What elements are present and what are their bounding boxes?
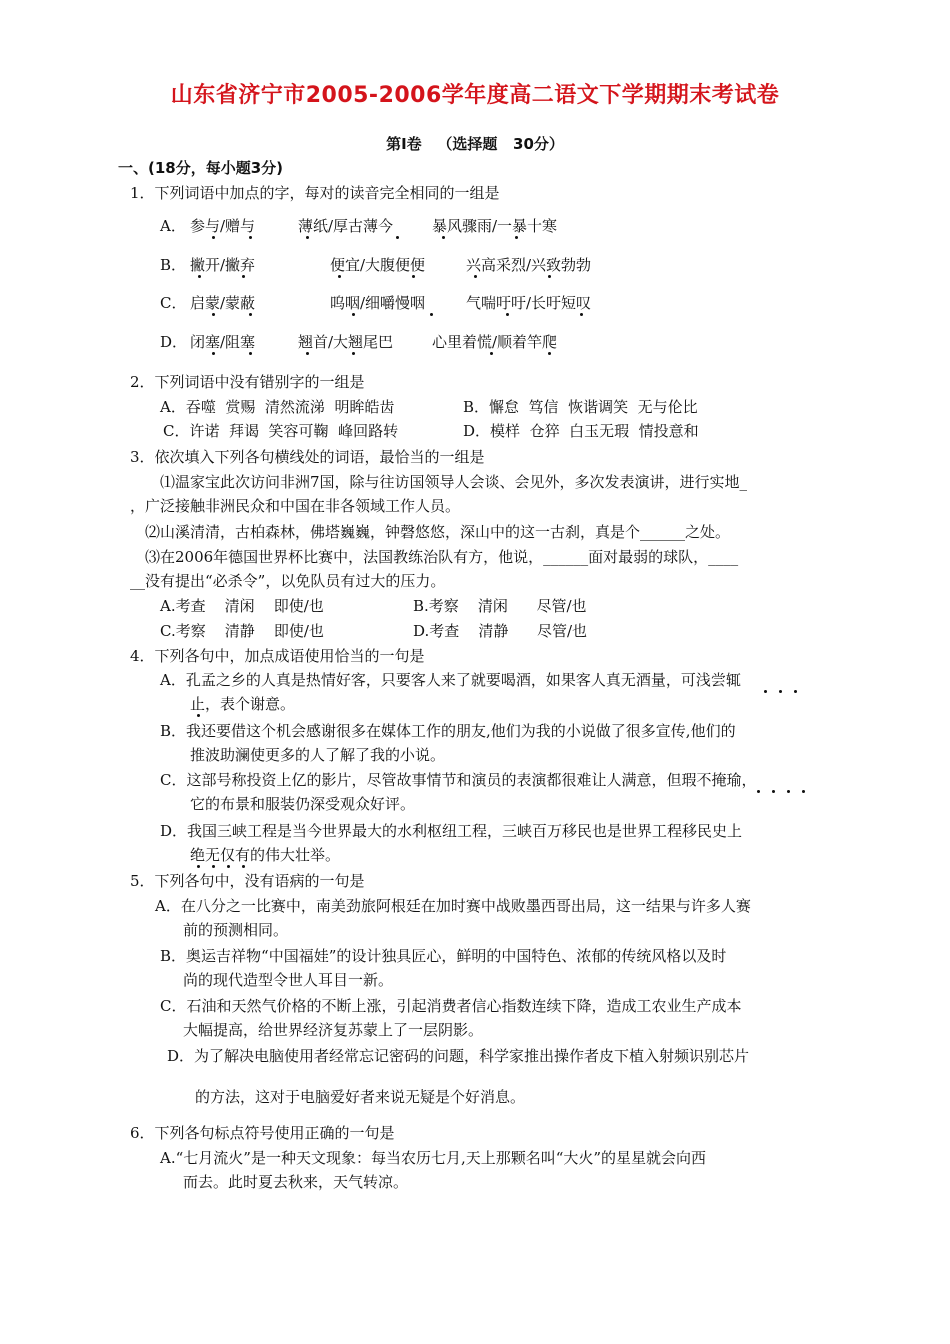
emphasis-dot (242, 865, 245, 868)
q4-option-c-line2: 它的布景和服装仍深受观众好评。 (190, 795, 416, 813)
emphasis-dot (227, 865, 230, 868)
emphasis-dot (338, 275, 341, 278)
q1-option-d-word2: 翘首/大翘尾巴 (298, 333, 394, 351)
q3-sentence1-line1: ⑴温家宝此次访问非洲7国，除与往访国领导人会谈、会见外，多次发表演讲，进行实地_ (160, 473, 748, 491)
q2-option-d: D．模样 仓猝 白玉无瑕 情投意和 (463, 422, 699, 440)
emphasis-dot (412, 275, 415, 278)
q4-option-b-line1: B．我还要借这个机会感谢很多在媒体工作的朋友,他们为我的小说做了很多宣传,他们的 (160, 722, 736, 740)
emphasis-dot (396, 236, 399, 239)
q2-option-b: B．懈怠 笃信 恢谐调笑 无与伦比 (463, 398, 698, 416)
emphasis-dot (242, 275, 245, 278)
q1-option-c-label: C． (160, 294, 187, 312)
emphasis-dot (779, 690, 782, 693)
emphasis-dot (580, 313, 583, 316)
q5-option-c-line1: C．石油和天然气价格的不断上涨，引起消费者信心指数连续下降，造成工农业生产成本 (160, 997, 742, 1015)
q1-stem: 1．下列词语中加点的字，每对的读音完全相同的一组是 (130, 184, 500, 202)
q6-option-a-line1: A.“七月流火”是一种天文现象：每当农历七月,天上那颗名叫“大火”的星星就会向西 (160, 1149, 707, 1167)
q4-stem: 4．下列各句中，加点成语使用恰当的一句是 (130, 647, 425, 665)
q4-option-d-line1: D．我国三峡工程是当今世界最大的水利枢纽工程，三峡百万移民也是世界工程移民史上 (160, 822, 743, 840)
q2-stem: 2．下列词语中没有错别字的一组是 (130, 373, 365, 391)
emphasis-dot (197, 865, 200, 868)
q4-option-b-line2: 推波助澜使更多的人了解了我的小说。 (190, 746, 446, 764)
q1-option-d-word3: 心里着慌/顺着竿爬 (432, 333, 558, 351)
emphasis-dot (249, 236, 252, 239)
q3-sentence3-line2: __没有提出“必杀令”，以免队员有过大的压力。 (130, 572, 446, 590)
q5-option-d-line2: 的方法，这对于电脑爱好者来说无疑是个好消息。 (195, 1088, 526, 1106)
emphasis-dot (352, 313, 355, 316)
emphasis-dot (198, 275, 201, 278)
emphasis-dot (442, 236, 445, 239)
emphasis-dot (212, 236, 215, 239)
q1-option-a-word1: 参与/赠与 (190, 217, 256, 235)
q4-option-d-line2: 绝无仅有的伟大壮举。 (190, 846, 341, 864)
q5-option-b-line1: B．奥运吉祥物“中国福娃”的设计独具匠心，鲜明的中国特色、浓郁的传统风格以及时 (160, 947, 727, 965)
q2-option-a: A．吞噬 赏赐 清然流涕 明眸皓齿 (160, 398, 395, 416)
q3-option-b: B.考察 清闲 尽管/也 (413, 597, 587, 615)
q4-option-c-line1: C．这部号称投资上亿的影片，尽管故事情节和演员的表演都很难让人满意，但瑕不掩瑜， (160, 771, 757, 789)
emphasis-dot (306, 236, 309, 239)
emphasis-dot (548, 275, 551, 278)
q1-option-b-word3: 兴高采烈/兴致勃勃 (466, 256, 592, 274)
emphasis-dot (794, 690, 797, 693)
q5-stem: 5．下列各句中，没有语病的一句是 (130, 872, 365, 890)
q5-option-a-line2: 前的预测相同。 (183, 921, 289, 939)
q1-option-c-word3: 气喘吁吁/长吁短叹 (466, 294, 592, 312)
q5-option-b-line2: 尚的现代造型令世人耳目一新。 (183, 971, 394, 989)
q1-option-c-word1: 启蒙/蒙蔽 (190, 294, 256, 312)
emphasis-dot (515, 236, 518, 239)
emphasis-dot (212, 352, 215, 355)
emphasis-dot (197, 714, 200, 717)
q3-option-d: D.考查 清静 尽管/也 (413, 622, 587, 640)
q3-option-a: A.考查 清闲 即使/也 (160, 597, 324, 615)
emphasis-dot (772, 790, 775, 793)
q2-option-c: C．许诺 拜谒 笑容可鞠 峰回路转 (163, 422, 399, 440)
emphasis-dot (249, 313, 252, 316)
emphasis-dot (430, 313, 433, 316)
exam-title: 山东省济宁市2005-2006学年度高二语文下学期期末考试卷 (170, 83, 780, 108)
q1-option-a-label: A． (160, 217, 186, 235)
emphasis-dot (548, 352, 551, 355)
emphasis-dot (787, 790, 790, 793)
emphasis-dot (212, 313, 215, 316)
q3-sentence1-line2: ，广泛接触非洲民众和中国在非各领域工作人员。 (130, 497, 461, 515)
emphasis-dot (490, 352, 493, 355)
q1-option-b-word1: 撇开/撇弃 (190, 256, 256, 274)
emphasis-dot (506, 313, 509, 316)
q5-option-c-line2: 大幅提高，给世界经济复苏蒙上了一层阴影。 (183, 1021, 484, 1039)
q1-option-c-word2: 呜咽/细嚼慢咽 (330, 294, 426, 312)
emphasis-dot (474, 275, 477, 278)
q1-option-a-word3: 暴风骤雨/一暴十寒 (432, 217, 558, 235)
q1-option-a-word2: 薄纸/厚古薄今 (298, 217, 394, 235)
section1-heading: 一、(18分，每小题3分) (118, 159, 284, 177)
q1-option-d-label: D． (160, 333, 188, 351)
q3-option-c: C.考察 清静 即使/也 (160, 622, 324, 640)
emphasis-dot (757, 790, 760, 793)
q6-option-a-line2: 而去。此时夏去秋来，天气转凉。 (183, 1173, 409, 1191)
q3-sentence3-line1: ⑶在2006年德国世界杯比赛中，法国教练治队有方，他说，______面对最弱的球队，____ (145, 548, 739, 566)
q3-stem: 3．依次填入下列各句横线处的词语，最恰当的一组是 (130, 448, 485, 466)
q6-stem: 6．下列各句标点符号使用正确的一句是 (130, 1124, 395, 1142)
q5-option-d-line1: D．为了解决电脑使用者经常忘记密码的问题，科学家推出操作者皮下植入射频识别芯片 (167, 1047, 750, 1065)
part1-heading: 第Ⅰ卷 （选择题 30分） (386, 135, 564, 153)
q4-option-a-line1: A．孔孟之乡的人真是热情好客，只要客人来了就要喝酒，如果客人真无酒量，可浅尝辄 (160, 671, 741, 689)
emphasis-dot (352, 352, 355, 355)
emphasis-dot (249, 352, 252, 355)
q5-option-a-line1: A．在八分之一比赛中，南美劲旅阿根廷在加时赛中战败墨西哥出局，这一结果与许多人赛 (155, 897, 751, 915)
emphasis-dot (764, 690, 767, 693)
emphasis-dot (212, 865, 215, 868)
q4-option-a-line2: 止，表个谢意。 (190, 695, 296, 713)
q1-option-b-word2: 便宜/大腹便便 (330, 256, 426, 274)
q3-sentence2: ⑵山溪清清，古柏森林，佛塔巍巍，钟磬悠悠，深山中的这一古刹，真是个______之处。 (145, 523, 731, 541)
emphasis-dot (306, 352, 309, 355)
q1-option-b-label: B． (160, 256, 187, 274)
emphasis-dot (802, 790, 805, 793)
q1-option-d-word1: 闭塞/阻塞 (190, 333, 256, 351)
